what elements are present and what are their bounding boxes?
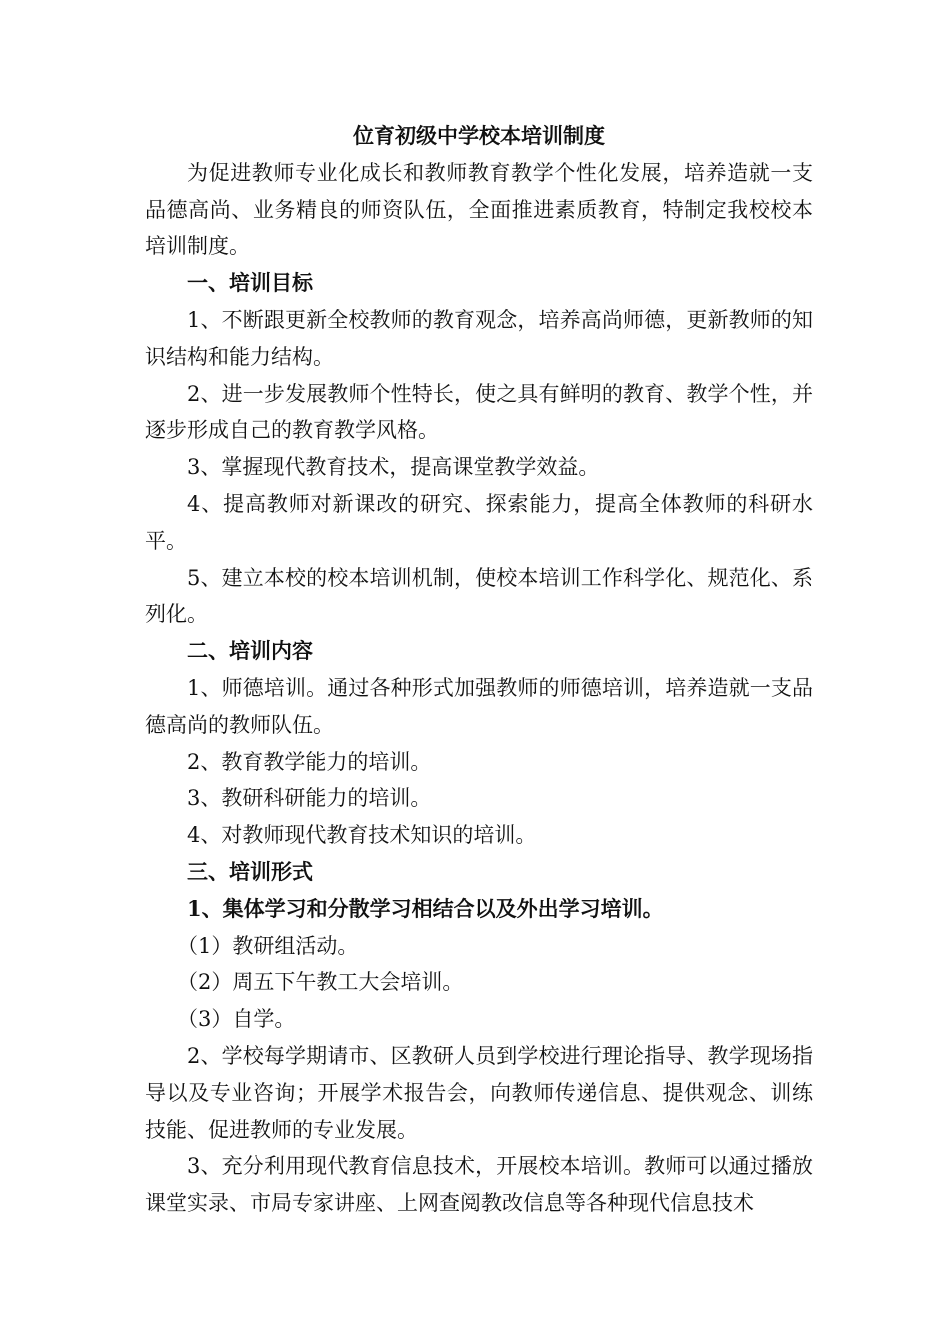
section-heading-forms: 三、培训形式 (187, 858, 313, 884)
forms-subitem: （1）教研组活动。 (177, 933, 359, 958)
goal-item: 1、不断跟更新全校教师的教育观念，培养高尚师德，更新教师的知识结构和能力结构。 (145, 307, 813, 369)
forms-item: 2、学校每学期请市、区教研人员到学校进行理论指导、教学现场指导以及专业咨询；开展学术报告会，向教师传递信息、提供观念、训练技能、促进教师的专业发展。 (145, 1043, 813, 1142)
content-item: 1、师德培训。通过各种形式加强教师的师德培训，培养造就一支品德高尚的教师队伍。 (145, 675, 813, 737)
forms-item: 3、充分利用现代教育信息技术，开展校本培训。教师可以通过播放课堂实录、市局专家讲座、上网查阅教改信息等各种现代信息技术 (145, 1154, 813, 1216)
goal-item: 5、建立本校的校本培训机制，使校本培训工作科学化、规范化、系列化。 (145, 565, 813, 627)
content-item: 3、教研科研能力的培训。 (187, 786, 432, 811)
forms-subitem: （2）周五下午教工大会培训。 (177, 970, 464, 995)
intro-paragraph: 为促进教师专业化成长和教师教育教学个性化发展，培养造就一支品德高尚、业务精良的师资队伍，全面推进素质教育，特制定我校校本培训制度。 (145, 160, 813, 259)
forms-subheading: 1、集体学习和分散学习相结合以及外出学习培训。 (187, 895, 664, 921)
content-item: 2、教育教学能力的培训。 (187, 749, 432, 774)
document-title: 位育初级中学校本培训制度 (353, 123, 605, 148)
goal-item: 4、提高教师对新课改的研究、探索能力，提高全体教师的科研水平。 (145, 491, 813, 553)
goal-item: 3、掌握现代教育技术，提高课堂教学效益。 (187, 455, 600, 480)
forms-subitem: （3）自学。 (177, 1007, 296, 1032)
goal-item: 2、进一步发展教师个性特长，使之具有鲜明的教育、教学个性，并逐步形成自己的教育教学风格。 (145, 381, 813, 443)
section-heading-content: 二、培训内容 (187, 638, 313, 664)
section-heading-goals: 一、培训目标 (187, 270, 313, 296)
document-body (145, 118, 813, 1222)
content-item: 4、对教师现代教育技术知识的培训。 (187, 823, 537, 848)
